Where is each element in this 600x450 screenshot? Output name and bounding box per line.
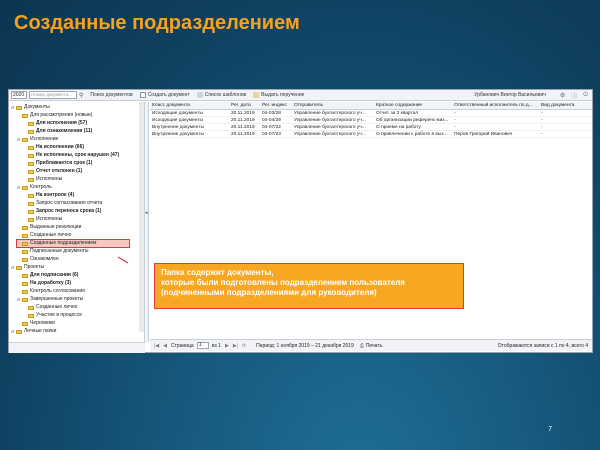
tree-item[interactable] <box>17 280 71 287</box>
create-doc-button[interactable] <box>140 92 190 98</box>
tree-item-label: Для ознакомления (11) <box>36 128 93 134</box>
tree-item[interactable] <box>17 256 59 263</box>
table-cell: 20.11.2019 <box>231 118 255 123</box>
folder-icon <box>16 106 22 110</box>
table-cell: 04-07/22 <box>262 125 281 130</box>
tree-bottom-bar <box>9 342 145 353</box>
tree-item[interactable] <box>17 240 129 247</box>
tree-item[interactable] <box>11 264 44 271</box>
search-docs-label: Поиск документов <box>90 92 133 98</box>
help-icon[interactable]: ⓘ <box>571 93 578 100</box>
template-list-label: Список шаблонов <box>204 92 247 98</box>
issue-task-label: Выдать поручение <box>261 92 305 98</box>
folder-icon <box>28 170 34 174</box>
search-docs-button[interactable] <box>90 92 132 98</box>
table-cell: - <box>541 132 543 137</box>
table-row[interactable] <box>150 110 592 117</box>
tree-item[interactable] <box>11 328 56 335</box>
tree-item[interactable] <box>23 120 87 127</box>
expand-icon[interactable]: ⊟ <box>17 185 21 190</box>
folder-icon <box>28 218 34 222</box>
tree-item-label: Завершенные проекты <box>30 296 84 302</box>
page-number: 7 <box>548 426 552 433</box>
folder-icon <box>28 202 34 206</box>
tree-item-label: Подписанные документы <box>30 248 89 254</box>
table-row[interactable] <box>150 124 592 131</box>
col-header[interactable]: Класс документа <box>152 103 190 108</box>
tree-item-label: Созданные подразделением <box>30 240 97 246</box>
tree-item[interactable] <box>23 152 119 159</box>
template-list-button[interactable] <box>197 92 246 98</box>
folder-icon <box>22 298 28 302</box>
callout-line: (подчиненными подразделениями для руководителя) <box>161 288 377 297</box>
tree-item[interactable] <box>23 176 62 183</box>
tree-item-label: На доработку (3) <box>30 280 72 286</box>
expand-icon[interactable]: ⊟ <box>17 297 21 302</box>
tree-item[interactable] <box>17 136 58 143</box>
table-cell: 20.11.2019 <box>231 125 255 130</box>
table-cell: Внутренние документы <box>152 125 204 130</box>
table-cell: Перов Григорий Иванович <box>454 132 513 137</box>
table-cell: 20.11.2019 <box>231 132 255 137</box>
folder-icon <box>22 274 28 278</box>
table-cell: О приеме на работу <box>376 125 421 130</box>
tree-item[interactable] <box>17 184 52 191</box>
table-cell: Отчет за 3 квартал <box>376 111 419 116</box>
table-cell: 04-03/28 <box>262 111 281 116</box>
callout-line: Папка содержит документы, <box>161 268 274 277</box>
table-cell: Управление бухгалтерского уч... <box>294 118 366 123</box>
page-of: из 1 <box>211 342 221 349</box>
search-input[interactable]: Номер документа... <box>29 91 77 99</box>
folder-icon <box>28 306 34 310</box>
tree-item-label: Для исполнения (57) <box>36 120 88 126</box>
table-cell: Исходящие документы <box>152 118 203 123</box>
folder-icon <box>22 186 28 190</box>
tree-item-label: Для подписания (6) <box>30 272 79 278</box>
tree-item-label: Личные папки <box>24 328 57 334</box>
table-cell: - <box>454 125 456 130</box>
table-cell: Исходящие документы <box>152 111 203 116</box>
tree-item[interactable] <box>17 232 71 239</box>
folder-icon <box>22 250 28 254</box>
table-cell: О привлечении к работе в вых... <box>376 132 448 137</box>
tree-item-label: Документы <box>24 104 50 110</box>
table-cell: - <box>541 118 543 123</box>
expand-icon[interactable]: ⊟ <box>11 329 15 334</box>
edms-window <box>8 89 593 353</box>
tree-item[interactable] <box>11 104 50 111</box>
tree-item[interactable] <box>23 144 84 151</box>
tree-item-label: Исполнены <box>36 176 63 182</box>
folder-icon <box>22 282 28 286</box>
grid-footer <box>150 339 592 351</box>
last-page-icon[interactable]: ▶| <box>232 342 238 349</box>
table-cell: - <box>454 111 456 116</box>
col-header[interactable]: Ответственный исполнитель по д... <box>454 103 533 108</box>
folder-icon <box>22 258 28 262</box>
grid-header <box>150 102 592 110</box>
tree-item[interactable] <box>23 160 92 167</box>
folder-icon <box>28 210 34 214</box>
create-doc-label: Создать документ <box>147 92 190 98</box>
tree-item-label: Участие в процессе <box>36 312 82 318</box>
tree-item[interactable] <box>17 296 83 303</box>
tree-item[interactable] <box>17 272 78 279</box>
tree-item-label: Проекты <box>24 264 45 270</box>
period-label[interactable]: Период: 1 ноября 2019 – 21 декабря 2019 <box>256 342 354 349</box>
tree-item[interactable] <box>17 288 85 295</box>
tree-item-label: Исполнены <box>36 216 63 222</box>
page-label: Страница <box>171 342 194 349</box>
year-select[interactable]: 2020 <box>11 91 27 99</box>
panel-splitter[interactable] <box>145 102 149 342</box>
print-icon[interactable]: ⎙ <box>359 342 364 349</box>
folder-icon <box>16 266 22 270</box>
tree-item[interactable] <box>23 216 62 223</box>
document-add-icon <box>140 92 146 98</box>
col-header[interactable]: Краткое содержание <box>376 103 423 108</box>
tree-item-label: Ознакомлен <box>30 256 59 262</box>
tree-item-label: Выданные резолюции <box>30 224 82 230</box>
folder-icon <box>28 130 34 134</box>
folder-icon <box>22 242 28 246</box>
issue-task-button[interactable] <box>253 92 304 98</box>
folder-icon <box>28 146 34 150</box>
print-button[interactable]: Печать <box>365 342 383 349</box>
tree-item-label: Исполнение <box>30 136 59 142</box>
task-icon <box>253 92 259 98</box>
tree-item-label: Запрос переноса срока (1) <box>36 208 102 214</box>
folder-icon <box>22 226 28 230</box>
table-cell: Об организации референс-виз... <box>376 118 449 123</box>
page-input[interactable]: 1 <box>197 342 209 349</box>
list-icon <box>197 92 203 98</box>
expand-icon[interactable]: ⊟ <box>17 137 21 142</box>
table-row[interactable] <box>150 131 592 138</box>
folder-icon <box>28 314 34 318</box>
tree-item-label: Созданные лично <box>36 304 78 310</box>
table-cell: Управление бухгалтерского уч... <box>294 132 366 137</box>
toolbar <box>9 90 592 101</box>
folder-icon <box>28 194 34 198</box>
col-header[interactable]: Рег. индекс <box>262 103 287 108</box>
slide-title: Созданные подразделением <box>14 12 300 34</box>
tree-item[interactable] <box>17 224 81 231</box>
records-count: Отображаются записи с 1 по 4, всего 4 <box>497 342 588 349</box>
tree-item[interactable] <box>23 312 82 319</box>
search-icon[interactable]: ⚲ <box>79 92 84 99</box>
folder-icon <box>28 154 34 158</box>
tree-scrollbar[interactable] <box>139 102 144 332</box>
folder-icon <box>22 138 28 142</box>
tree-item-label: Запрос согласования отчета <box>36 200 103 206</box>
table-cell: 04-04/29 <box>262 118 281 123</box>
folder-icon <box>28 122 34 126</box>
expand-icon[interactable]: ⊟ <box>11 265 15 270</box>
tree-item-label: Для рассмотрения (новые) <box>30 112 93 118</box>
folder-tree <box>9 102 145 342</box>
tree-item-label: Контроль <box>30 184 52 190</box>
collapse-arrow-icon[interactable]: ◂ <box>145 210 148 216</box>
tree-item-label: На контроле (4) <box>36 192 75 198</box>
user-name[interactable]: Урбанович Виктор Васильевич <box>474 92 546 98</box>
table-row[interactable] <box>150 117 592 124</box>
col-header[interactable]: Вид документа <box>541 103 575 108</box>
power-icon[interactable]: ⏻ <box>583 91 588 98</box>
tree-item[interactable] <box>23 208 101 215</box>
tree-item-label: Не исполнены, срок нарушен (47) <box>36 152 120 158</box>
folder-icon <box>28 162 34 166</box>
tree-item[interactable] <box>17 248 89 255</box>
expand-icon[interactable]: ⊟ <box>11 105 15 110</box>
tree-item[interactable] <box>23 128 92 135</box>
tree-item[interactable] <box>23 304 77 311</box>
tree-item-label: На исполнении (66) <box>36 144 85 150</box>
settings-icon[interactable]: ⚙ <box>559 92 566 99</box>
refresh-icon[interactable]: ⟳ <box>241 342 247 349</box>
folder-icon <box>22 114 28 118</box>
callout-box <box>154 263 464 309</box>
prev-page-icon[interactable]: ◀ <box>163 342 168 349</box>
tree-item-label: Отчет отклонен (1) <box>36 168 83 174</box>
callout-line: которые были подготовлены подразделением пользователя <box>161 278 405 287</box>
folder-icon <box>16 330 22 334</box>
tree-item[interactable] <box>17 112 92 119</box>
table-cell: 04-07/23 <box>262 132 281 137</box>
table-cell: - <box>454 118 456 123</box>
folder-icon <box>28 178 34 182</box>
table-cell: Внутренние документы <box>152 132 204 137</box>
tree-item[interactable] <box>17 320 55 327</box>
tree-item-label: Приближается срок (1) <box>36 160 93 166</box>
col-header[interactable]: Рег. дата <box>231 103 251 108</box>
tree-item[interactable] <box>23 192 74 199</box>
tree-item-label: Черновики <box>30 320 55 326</box>
table-cell: 20.11.2019 <box>231 111 255 116</box>
table-cell: - <box>541 111 543 116</box>
tree-item-label: Контроль согласования <box>30 288 85 294</box>
tree-item-label: Созданные лично <box>30 232 72 238</box>
tree-item[interactable] <box>23 200 102 207</box>
tree-item[interactable] <box>23 168 82 175</box>
table-cell: - <box>541 125 543 130</box>
col-header[interactable]: Отправитель <box>294 103 324 108</box>
table-cell: Управление бухгалтерского уч... <box>294 125 366 130</box>
folder-icon <box>22 290 28 294</box>
first-page-icon[interactable]: |◀ <box>154 342 160 349</box>
table-cell: Управление бухгалтерского уч... <box>294 111 366 116</box>
folder-icon <box>22 322 28 326</box>
next-page-icon[interactable]: ▶ <box>224 342 229 349</box>
folder-icon <box>22 234 28 238</box>
